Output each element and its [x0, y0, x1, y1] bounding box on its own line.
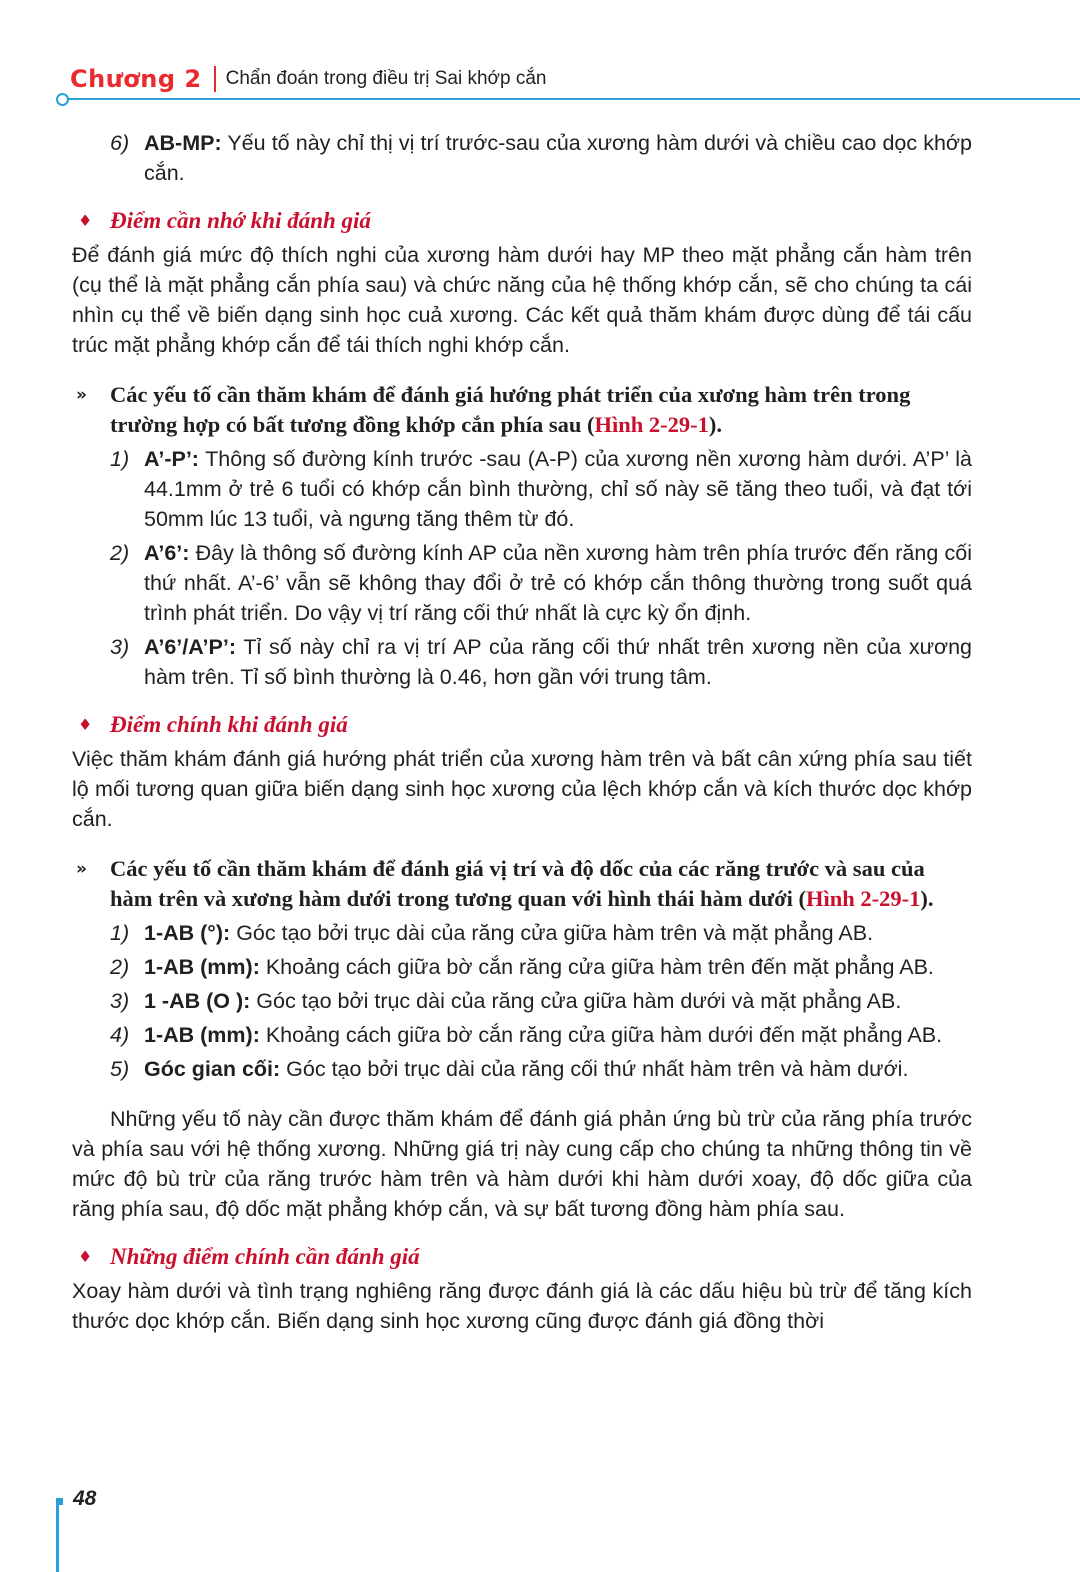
note-paragraph: Để đánh giá mức độ thích nghi của xương hàm dưới hay MP theo mặt phẳng cắn hàm trên (cụ thể là mặt phẳng cắn phía sau) và chức năng của hệ thống khớp cắn, sẽ cho chúng ta cái nhìn cụ thể về biến dạng sinh học cuả xương. Các kết quả thăm khám được dùng để tái cấu trúc mặt phẳng khớp cắn để tái thích nghi khớp cắn.: [72, 243, 972, 357]
item-number: 1): [110, 447, 130, 471]
item-number: 5): [110, 1057, 130, 1081]
figure-reference: Hình 2-29-1: [806, 886, 921, 911]
item-text: Tỉ số này chỉ ra vị trí AP của răng cối thứ nhất trên xương nền của xương hàm trên. Tỉ số bình thường là 0.46, hơn gần với trung tâm.: [144, 635, 972, 689]
diamond-bullet-icon: ♦: [78, 715, 93, 734]
item-term: AB-MP:: [144, 131, 222, 155]
item-number: 3): [110, 989, 130, 1013]
chapter-label: Chương 2: [70, 65, 202, 93]
item-text: Khoảng cách giữa bờ cắn răng cửa giữa hàm trên đến mặt phẳng AB.: [259, 955, 934, 979]
item-text: Đây là thông số đường kính AP của nền xương hàm trên phía trước đến răng cối thứ nhất. A’-6’ vẫn sẽ không thay đổi ở trẻ có khớp cắn thông thường trong suốt quá trình phát triển. Do vậy vị trí răng cối thứ nhất là cực kỳ ổn định.: [144, 541, 972, 625]
diamond-bullet-icon: ♦: [78, 211, 93, 230]
item-text: Góc tạo bởi trục dài của răng cối thứ nhất hàm trên và hàm dưới.: [280, 1057, 909, 1081]
header-divider: [214, 66, 216, 92]
list-item: [72, 918, 972, 948]
item-number: 1): [110, 921, 130, 945]
page-number: 48: [73, 1487, 97, 1510]
page-body: [72, 128, 972, 1336]
running-header: [70, 62, 546, 96]
section-heading: » Các yếu tố cần thăm khám để đánh giá vị trí và độ dốc của các răng trước và sau của hàm trên và xương hàm dưới trong tương quan với hình thái hàm dưới (Hình 2-29-1).: [76, 856, 934, 911]
item-term: 1 -AB (O ):: [144, 989, 251, 1013]
item-text: Thông số đường kính trước -sau (A-P) của xương nền xương hàm dưới. A’P’ là 44.1mm ở trẻ 6 tuổi có khớp cắn bình thường, chỉ số này sẽ tăng theo tuổi, và đạt tới 50mm lúc 13 tuổi, và ngưng tăng thêm từ đó.: [144, 447, 972, 531]
list-item: [72, 444, 972, 534]
section-heading: » Các yếu tố cần thăm khám để đánh giá hướng phát triển của xương hàm trên trong trường hợp có bất tương đồng khớp cắn phía sau (Hình 2-29-1).: [76, 382, 911, 437]
item-text: Yếu tố này chỉ thị vị trí trước-sau của xương hàm dưới và chiều cao dọc khớp cắn.: [144, 131, 972, 185]
list-item: [72, 128, 972, 188]
item-number: 2): [110, 955, 130, 979]
item-text: Khoảng cách giữa bờ cắn răng cửa giữa hàm dưới đến mặt phẳng AB.: [259, 1023, 943, 1047]
chevron-bullet-icon: »: [76, 385, 87, 405]
item-term: 1-AB (mm):: [144, 955, 260, 979]
figure-reference: Hình 2-29-1: [594, 412, 709, 437]
item-text: Góc tạo bởi trục dài của răng cửa giữa hàm dưới và mặt phẳng AB.: [250, 989, 902, 1013]
item-term: A’-P’:: [144, 447, 199, 471]
list-item: [72, 1054, 972, 1084]
item-term: A’6’:: [144, 541, 190, 565]
list-item: [72, 986, 972, 1016]
list-item: [72, 1020, 972, 1050]
item-term: 1-AB (mm):: [144, 1023, 260, 1047]
body-paragraph: Những yếu tố này cần được thăm khám để đánh giá phản ứng bù trừ của răng phía trước và phía sau với hệ thống xương. Những giá trị này cung cấp cho chúng ta những thông tin về mức độ bù trừ của răng trước hàm trên và hàm dưới khi hàm dưới xoay, độ dốc giữa của răng phía sau, độ dốc mặt phẳng khớp cắn, và sự bất tương đồng hàm phía sau.: [72, 1107, 972, 1221]
item-number: 2): [110, 541, 130, 565]
item-text: Góc tạo bởi trục dài của răng cửa giữa hàm trên và mặt phẳng AB.: [230, 921, 874, 945]
item-number: 4): [110, 1023, 130, 1047]
item-term: Góc gian cối:: [144, 1057, 281, 1081]
list-item: [72, 538, 972, 628]
numbered-list: [72, 444, 972, 692]
numbered-list: [72, 918, 972, 1084]
item-term: 1-AB (°):: [144, 921, 231, 945]
item-term: A’6’/A’P’:: [144, 635, 237, 659]
header-rule-dot: [56, 93, 69, 106]
footer-rule-marker: [56, 1498, 63, 1505]
header-rule: [66, 98, 1080, 100]
item-number: 3): [110, 635, 130, 659]
note-heading: ♦ Điểm cần nhớ khi đánh giá: [72, 206, 972, 236]
footer-rule: [56, 1498, 59, 1572]
list-item: [72, 952, 972, 982]
chapter-title: Chẩn đoán trong điều trị Sai khớp cắn: [225, 68, 547, 89]
note-heading: ♦ Những điểm chính cần đánh giá: [72, 1242, 972, 1272]
note-paragraph: Xoay hàm dưới và tình trạng nghiêng răng được đánh giá là các dấu hiệu bù trừ để tăng kích thước dọc khớp cắn. Biến dạng sinh học xương cũng được đánh giá đồng thời: [72, 1279, 972, 1333]
chevron-bullet-icon: »: [76, 859, 87, 879]
note-paragraph: Việc thăm khám đánh giá hướng phát triển của xương hàm trên và bất cân xứng phía sau tiết lộ mối tương quan giữa biến dạng sinh học xương của lệch khớp cắn và kích thước dọc khớp cắn.: [72, 747, 972, 831]
list-item: [72, 632, 972, 692]
item-number: 6): [110, 131, 130, 155]
note-heading: ♦ Điểm chính khi đánh giá: [72, 710, 972, 740]
diamond-bullet-icon: ♦: [78, 1247, 93, 1266]
